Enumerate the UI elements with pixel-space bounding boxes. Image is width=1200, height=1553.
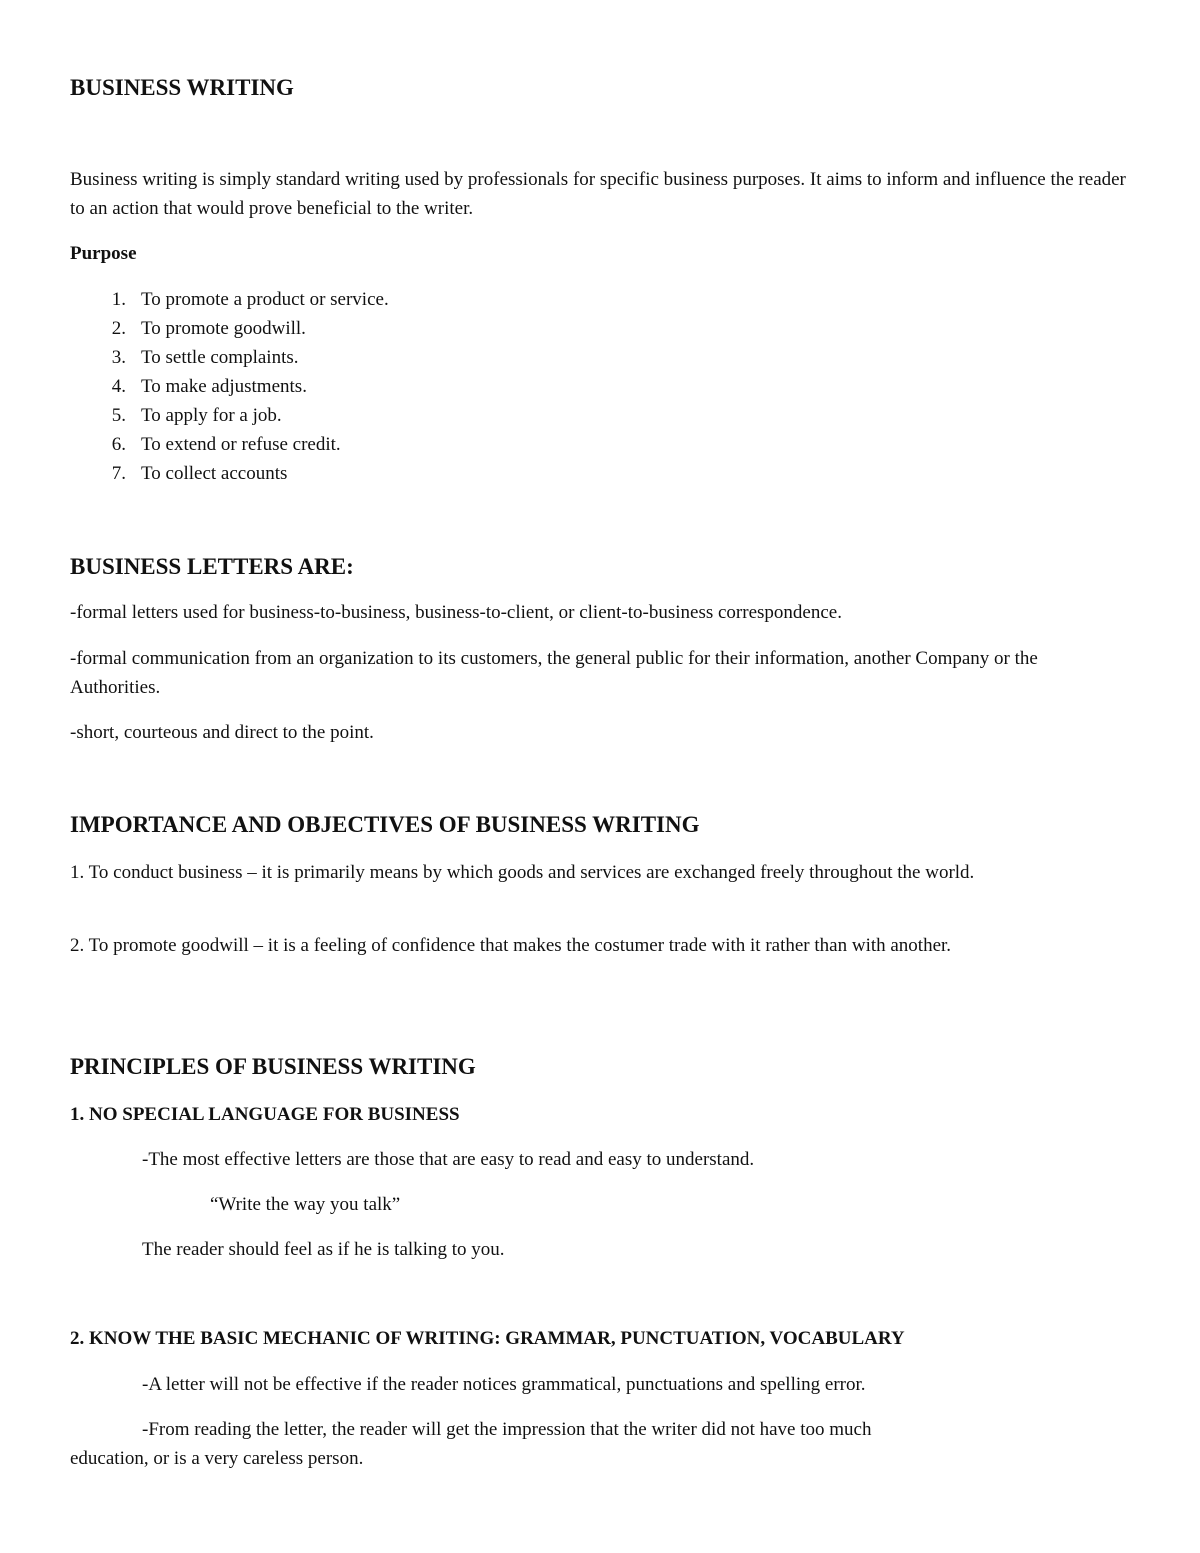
intro-paragraph: Business writing is simply standard writing used by professionals for specific business purposes. It aims to inform and influence the reader to an action that would prove beneficial to the writer. [70,169,1126,219]
principle-2-heading: 2. KNOW THE BASIC MECHANIC OF WRITING: GRAMMAR, PUNCTUATION, VOCABULARY [70,1328,905,1349]
principle-1-line: -The most effective letters are those that are easy to read and easy to understand. [142,1149,755,1170]
principle-1-quote: “Write the way you talk” [210,1194,401,1215]
list-text: To make adjustments. [141,376,307,397]
list-item [70,314,770,343]
principle-2-line: -A letter will not be effective if the reader notices grammatical, punctuations and spelling error. [142,1374,866,1395]
importance-point: 2. To promote goodwill – it is a feeling of confidence that makes the costumer trade with it rather than with another. [70,935,952,956]
list-item [70,372,770,401]
list-item [70,285,770,314]
list-item [70,401,770,430]
letters-point: -short, courteous and direct to the point. [70,722,374,743]
letters-point: -formal letters used for business-to-business, business-to-client, or client-to-business correspondence. [70,602,842,623]
list-number: 3. [111,347,126,368]
principles-heading: PRINCIPLES OF BUSINESS WRITING [70,1054,476,1079]
letters-point: -formal communication from an organization to its customers, the general public for their information, another Company or the Authorities. [70,648,1038,698]
principle-1-line: The reader should feel as if he is talking to you. [142,1239,505,1260]
list-text: To extend or refuse credit. [141,434,341,455]
list-number: 2. [111,318,126,339]
importance-point: 1. To conduct business – it is primarily means by which goods and services are exchanged freely throughout the world. [70,862,975,883]
purpose-label: Purpose [70,243,137,264]
list-text: To promote a product or service. [141,289,389,310]
list-number: 5. [111,405,126,426]
list-number: 6. [111,434,126,455]
list-number: 1. [111,289,126,310]
list-number: 4. [111,376,126,397]
principle-2-line: education, or is a very careless person. [70,1448,364,1469]
list-item [70,459,770,488]
letters-heading: BUSINESS LETTERS ARE: [70,554,354,579]
purpose-list [70,285,770,488]
list-text: To settle complaints. [141,347,299,368]
importance-heading: IMPORTANCE AND OBJECTIVES OF BUSINESS WRITING [70,812,700,837]
list-text: To apply for a job. [141,405,282,426]
list-text: To collect accounts [141,463,288,484]
list-item [70,343,770,372]
list-text: To promote goodwill. [141,318,306,339]
list-item [70,430,770,459]
document-title: BUSINESS WRITING [70,75,294,100]
principle-2-line: -From reading the letter, the reader will get the impression that the writer did not have too much [142,1419,872,1440]
list-number: 7. [111,463,126,484]
principle-1-heading: 1. NO SPECIAL LANGUAGE FOR BUSINESS [70,1104,460,1125]
